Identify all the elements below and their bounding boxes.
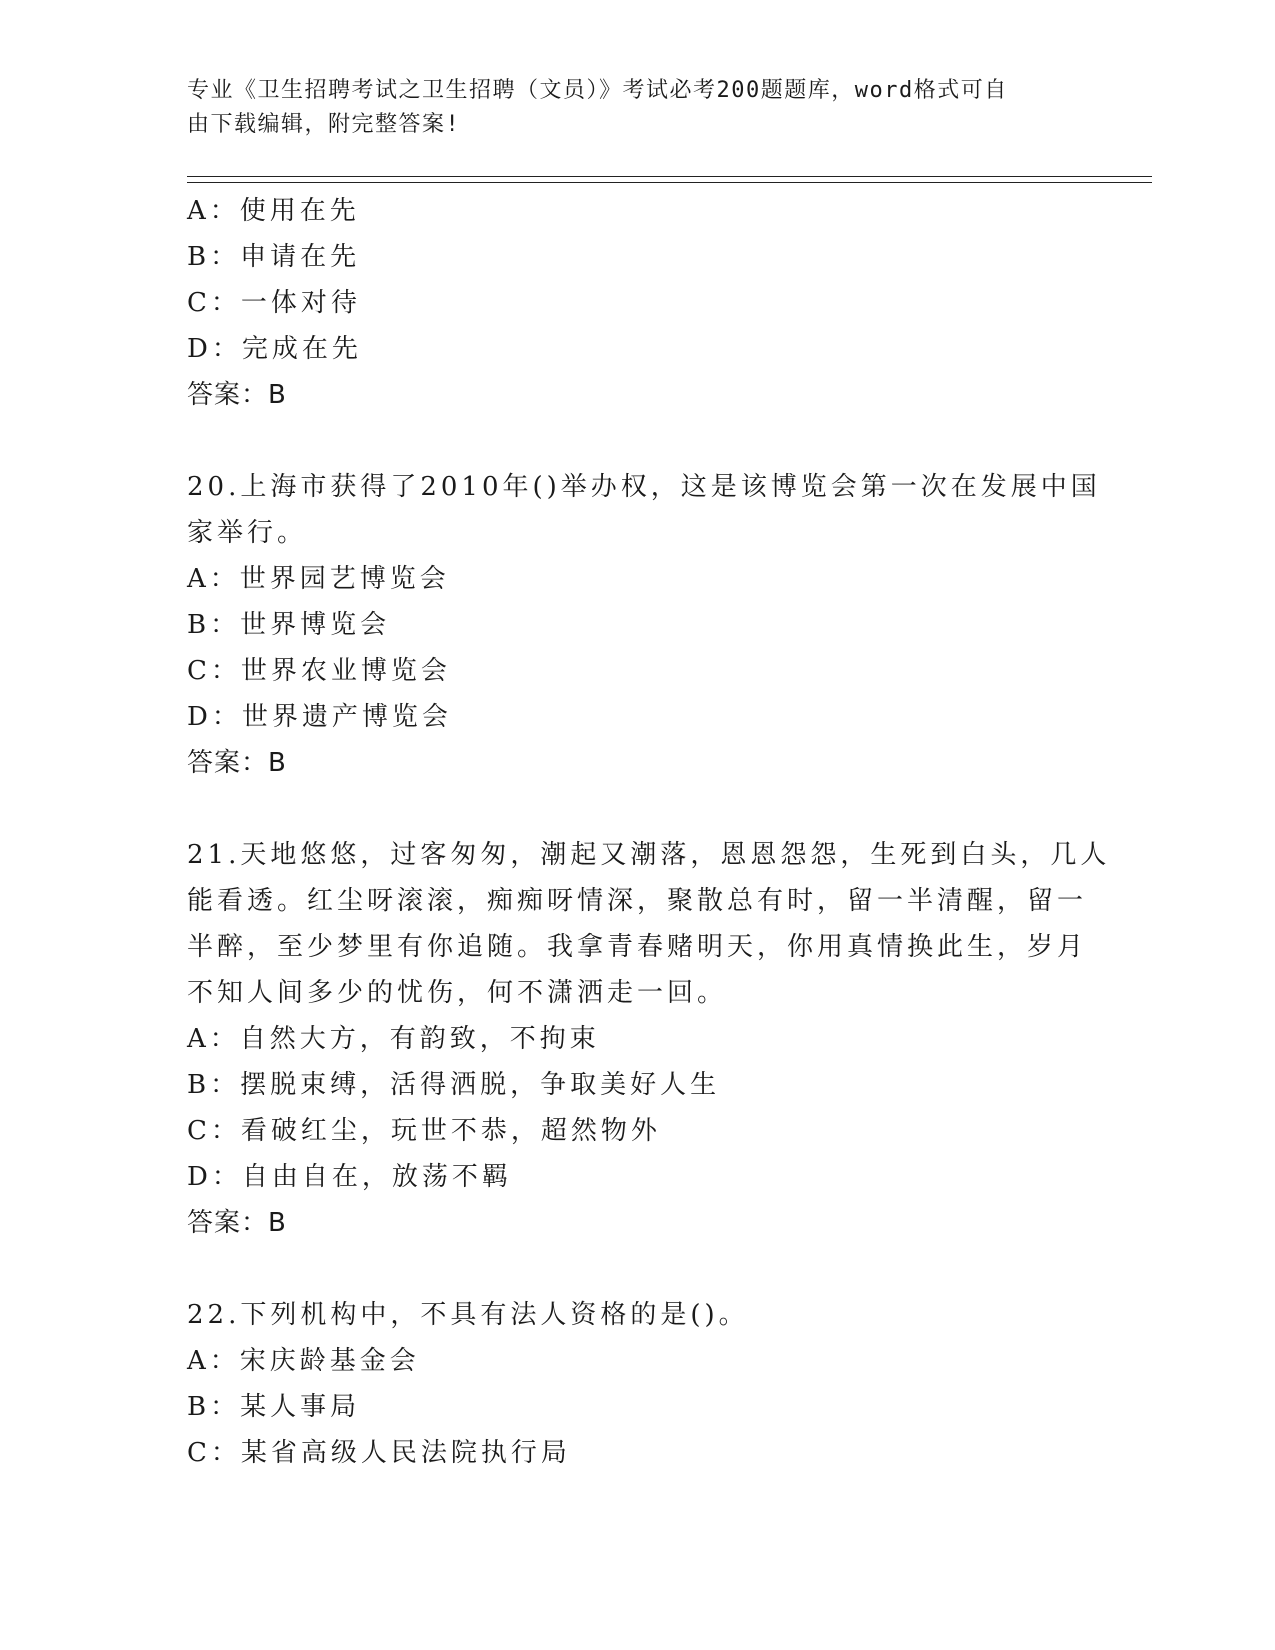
header-divider	[187, 176, 1152, 183]
question-stem-line: 22.下列机构中，不具有法人资格的是()。	[187, 1300, 749, 1330]
question-22	[187, 1292, 1087, 1476]
option-b: B：某人事局	[187, 1392, 361, 1422]
option-a: A：自然大方，有韵致，不拘束	[187, 1024, 600, 1054]
question-20	[187, 464, 1101, 786]
answer: 答案：B	[187, 380, 287, 410]
option-a: A：世界园艺博览会	[187, 564, 450, 594]
answer: 答案：B	[187, 1208, 287, 1238]
question-stem-line: 半醉，至少梦里有你追随。我拿青春赌明天，你用真情换此生，岁月	[187, 932, 1088, 962]
question-stem-line: 家举行。	[187, 518, 308, 548]
option-d: D：自由自在，放荡不羁	[187, 1162, 512, 1192]
option-c: C：一体对待	[187, 288, 361, 318]
question-stem-line: 20.上海市获得了2010年()举办权，这是该博览会第一次在发展中国	[187, 472, 1101, 502]
option-c: C：某省高级人民法院执行局	[187, 1438, 571, 1468]
option-d: D：世界遗产博览会	[187, 702, 452, 732]
option-d: D：完成在先	[187, 334, 362, 364]
option-a: A：宋庆龄基金会	[187, 1346, 420, 1376]
document-body	[187, 188, 1111, 1476]
option-b: B：世界博览会	[187, 610, 391, 640]
question-stem-line: 能看透。红尘呀滚滚，痴痴呀情深，聚散总有时，留一半清醒，留一	[187, 886, 1088, 916]
question-stem-line: 不知人间多少的忧伤，何不潇洒走一回。	[187, 978, 728, 1008]
header-line-1: 专业《卫生招聘考试之卫生招聘（文员）》考试必考200题题库，word格式可自	[187, 78, 1008, 103]
option-c: C：世界农业博览会	[187, 656, 451, 686]
header-line-2: 由下载编辑，附完整答案!	[187, 112, 461, 137]
document-header	[187, 74, 1067, 142]
option-b: B：摆脱束缚，活得洒脱，争取美好人生	[187, 1070, 721, 1100]
answer: 答案：B	[187, 748, 287, 778]
option-c: C：看破红尘，玩世不恭，超然物外	[187, 1116, 661, 1146]
option-a: A：使用在先	[187, 196, 360, 226]
question-stem-line: 21.天地悠悠，过客匆匆，潮起又潮落，恩恩怨怨，生死到白头，几人	[187, 840, 1111, 870]
option-b: B：申请在先	[187, 242, 361, 272]
question-19-continued	[187, 188, 1087, 418]
question-21	[187, 832, 1111, 1246]
